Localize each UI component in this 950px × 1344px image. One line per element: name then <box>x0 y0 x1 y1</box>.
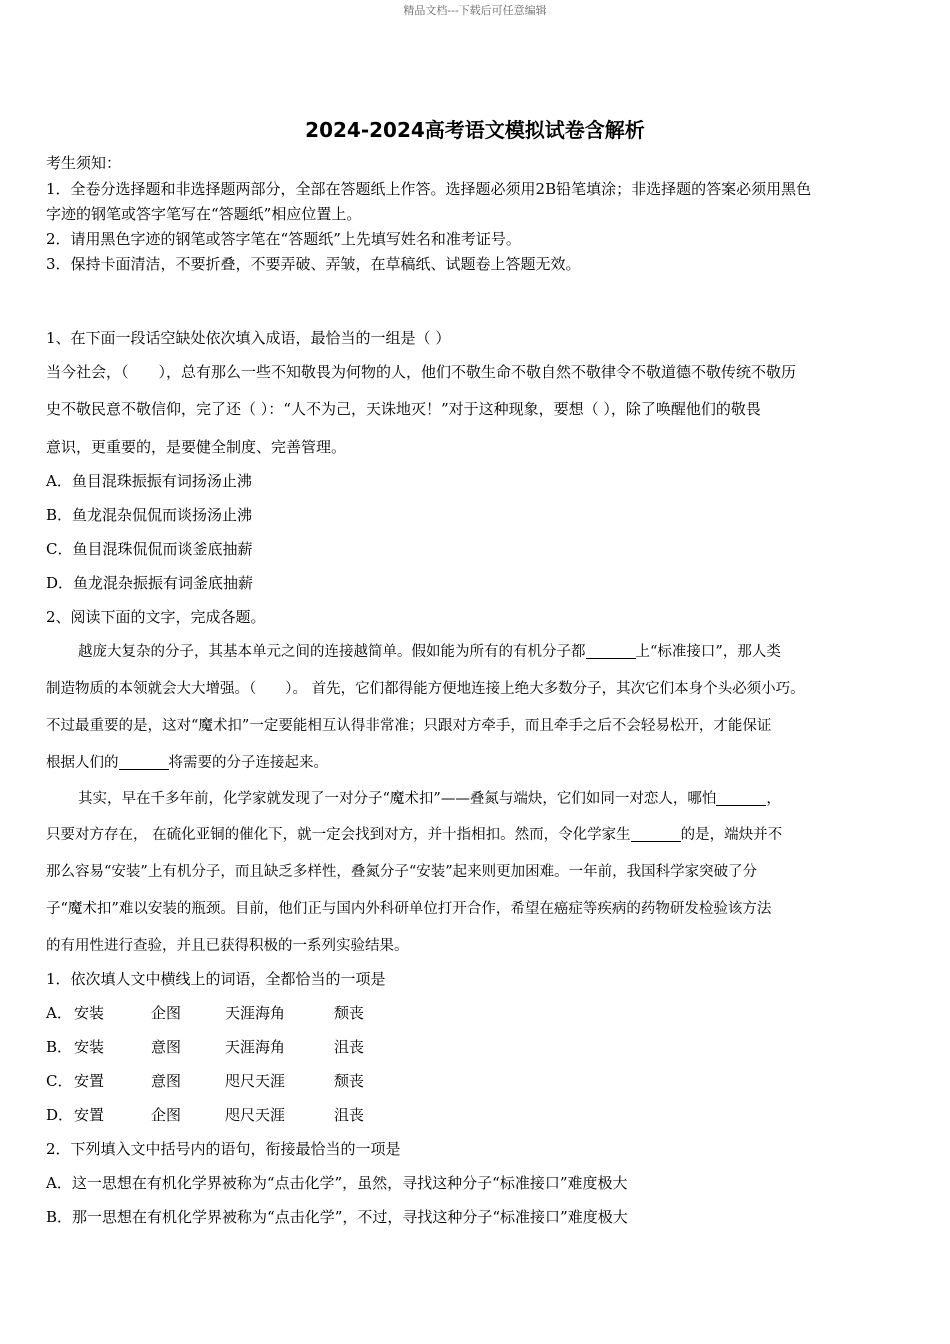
reading-paragraph-line: 子“魔术扣”难以安装的瓶颈。目前，他们正与国内外科研单位打开合作，希望在癌症等疾病的药物研发检验该方法 <box>46 901 772 917</box>
sub-question-1-option-a: A． 安装 企图 天涯海角 颓丧 <box>46 1004 365 1022</box>
reading-paragraph-line: 只要对方存在， 在硫化亚铜的催化下，就一定会找到对方，并十指相扣。然而，令化学家生 的是，端炔并不 <box>46 827 783 843</box>
sub-question-1-option-b: B． 安装 意图 天涯海角 沮丧 <box>46 1038 365 1056</box>
reading-paragraph-line: 那么容易“安装”上有机分子，而且缺乏多样性，叠氮分子“安装”起来则更加困难。一年前，我国科学家突破了分 <box>46 864 758 880</box>
notice-item: 字迹的钢笔或答字笔写在“答题纸”相应位置上。 <box>46 205 362 223</box>
reading-paragraph-line: 其实，早在千多年前，化学家就发现了一对分子“魔术扣”——叠氮与端炔，它们如同一对恋人，哪怕 ， <box>78 791 781 807</box>
sub-question-2-stem: 2．下列填入文中括号内的语句，衔接最恰当的一项是 <box>46 1140 401 1158</box>
sub-question-2-option-a: A．这一思想在有机化学界被称为“点击化学”，虽然，寻找这种分子“标准接口”难度极大 <box>46 1174 628 1192</box>
question-1-option-a: A．鱼目混珠振振有词扬汤止沸 <box>46 472 252 490</box>
reading-paragraph-line: 的有用性进行查验，并且已获得积极的一系列实验结果。 <box>46 938 409 954</box>
notice-item: 2．请用黑色字迹的钢笔或答字笔在“答题纸”上先填写姓名和准考证号。 <box>46 230 521 248</box>
question-1-passage: 意识，更重要的，是要健全制度、完善管理。 <box>46 438 347 456</box>
reading-paragraph-line: 制造物质的本领就会大大增强。（ ）。 首先，它们都得能方便地连接上绝大多数分子，其次它们本身个头必须小巧。 <box>46 681 805 697</box>
sub-question-2-option-b: B．那一思想在有机化学界被称为“点击化学”，不过，寻找这种分子“标准接口”难度极大 <box>46 1208 628 1226</box>
notice-item: 1．全卷分选择题和非选择题两部分，全部在答题纸上作答。选择题必须用2B铅笔填涂；非选择题的答案必须用黑色 <box>46 180 812 198</box>
question-1-option-b: B．鱼龙混杂侃侃而谈扬汤止沸 <box>46 506 253 524</box>
reading-paragraph-line: 根据人们的 将需要的分子连接起来。 <box>46 755 328 771</box>
page-header: 精品文档---下载后可任意编辑 <box>403 4 547 17</box>
fill-blank <box>631 827 681 843</box>
question-1-stem: 1、在下面一段话空缺处依次填入成语，最恰当的一组是（ ） <box>46 329 451 347</box>
sub-question-1-option-d: D．安置 企图 咫尺天涯 沮丧 <box>46 1106 365 1124</box>
sub-question-1-stem: 1．依次填人文中横线上的词语，全都恰当的一项是 <box>46 970 386 988</box>
document-title: 2024-2024高考语文模拟试卷含解析 <box>305 118 645 142</box>
question-1-option-c: C．鱼目混珠侃侃而谈釜底抽薪 <box>46 540 253 558</box>
question-1-passage: 当今社会，（ ），总有那么一些不知敬畏为何物的人，他们不敬生命不敬自然不敬律令不敬道德不敬传统不敬历 <box>46 363 797 381</box>
sub-question-1-option-c: C． 安置 意图 咫尺天涯 颓丧 <box>46 1072 365 1090</box>
question-2-stem: 2、阅读下面的文字，完成各题。 <box>46 608 266 626</box>
reading-paragraph-line: 不过最重要的是，这对“魔术扣”一定要能相互认得非常准；只跟对方牵手，而且牵手之后不会轻易松开，才能保证 <box>46 718 772 734</box>
notice-heading: 考生须知： <box>46 154 122 172</box>
fill-blank <box>716 791 766 807</box>
question-1-passage: 史不敬民意不敬信仰，完了还（ ）：“人不为己，天诛地灭！”对于这种现象，要想（ ），除了唤醒他们的敬畏 <box>46 400 761 418</box>
notice-item: 3．保持卡面清洁，不要折叠，不要弄破、弄皱，在草稿纸、试题卷上答题无效。 <box>46 255 581 273</box>
question-1-option-d: D．鱼龙混杂振振有词釜底抽薪 <box>46 574 254 592</box>
fill-blank <box>586 644 636 660</box>
reading-paragraph-line: 越庞大复杂的分子，其基本单元之间的连接越简单。假如能为所有的有机分子都 上“标准接口”，那人类 <box>78 644 781 660</box>
fill-blank <box>119 755 169 771</box>
